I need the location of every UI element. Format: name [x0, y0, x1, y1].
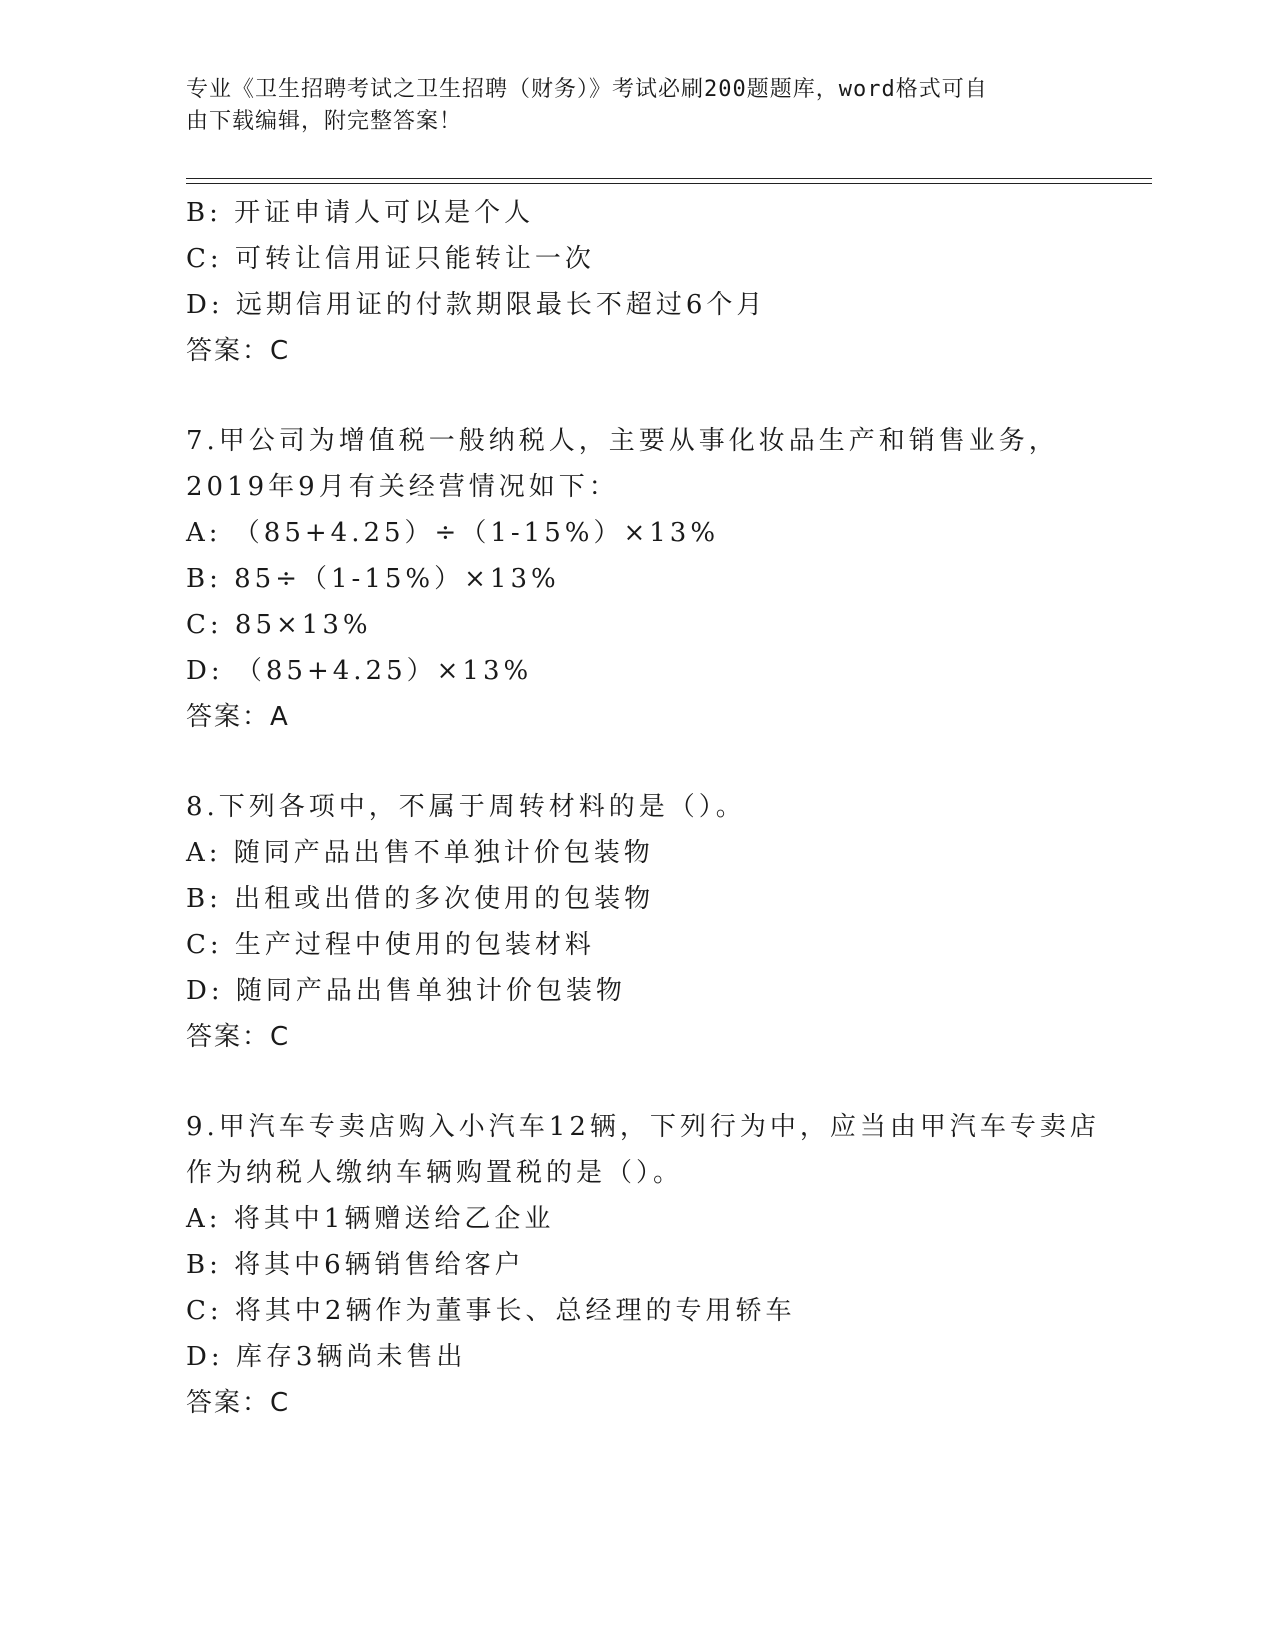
question-block — [186, 784, 1152, 1060]
question-stem: 8.下列各项中，不属于周转材料的是（）。 — [186, 792, 746, 822]
option-b: B: 开证申请人可以是个人 — [186, 198, 535, 228]
option-b: B: 85÷（1-15%）×13% — [186, 564, 560, 594]
option-a: A: 将其中1辆赠送给乙企业 — [186, 1204, 555, 1234]
option-d: D: 随同产品出售单独计价包装物 — [186, 976, 626, 1006]
question-block — [186, 418, 1152, 740]
header-divider — [186, 183, 1152, 184]
option-c: C: 85×13% — [186, 610, 372, 640]
option-d: D: （85+4.25）×13% — [186, 656, 533, 686]
question-stem: 2019年9月有关经营情况如下： — [186, 472, 619, 502]
option-d: D: 库存3辆尚未售出 — [186, 1342, 467, 1372]
header-divider — [186, 178, 1152, 179]
question-block — [186, 190, 1152, 374]
question-stem: 7.甲公司为增值税一般纳税人，主要从事化妆品生产和销售业务， — [186, 426, 1059, 456]
option-c: C: 将其中2辆作为董事长、总经理的专用轿车 — [186, 1296, 796, 1326]
answer-line: 答案：C — [186, 1022, 291, 1052]
header-line: 专业《卫生招聘考试之卫生招聘（财务）》考试必刷200题题库，word格式可自 — [186, 77, 988, 102]
option-b: B: 将其中6辆销售给客户 — [186, 1250, 525, 1280]
option-d: D: 远期信用证的付款期限最长不超过6个月 — [186, 290, 767, 320]
document-header — [186, 74, 1086, 138]
answer-line: 答案：A — [186, 702, 290, 732]
option-a: A: 随同产品出售不单独计价包装物 — [186, 838, 654, 868]
header-line: 由下载编辑，附完整答案！ — [186, 109, 463, 134]
answer-line: 答案：C — [186, 336, 291, 366]
answer-line: 答案：C — [186, 1388, 291, 1418]
option-a: A: （85+4.25）÷（1-15%）×13% — [186, 518, 720, 548]
question-block — [186, 1104, 1152, 1426]
option-c: C: 可转让信用证只能转让一次 — [186, 244, 595, 274]
question-stem: 9.甲汽车专卖店购入小汽车12辆，下列行为中，应当由甲汽车专卖店 — [186, 1112, 1100, 1142]
question-stem: 作为纳税人缴纳车辆购置税的是（）。 — [186, 1158, 684, 1188]
option-c: C: 生产过程中使用的包装材料 — [186, 930, 595, 960]
option-b: B: 出租或出借的多次使用的包装物 — [186, 884, 655, 914]
question-list — [186, 190, 1152, 1426]
